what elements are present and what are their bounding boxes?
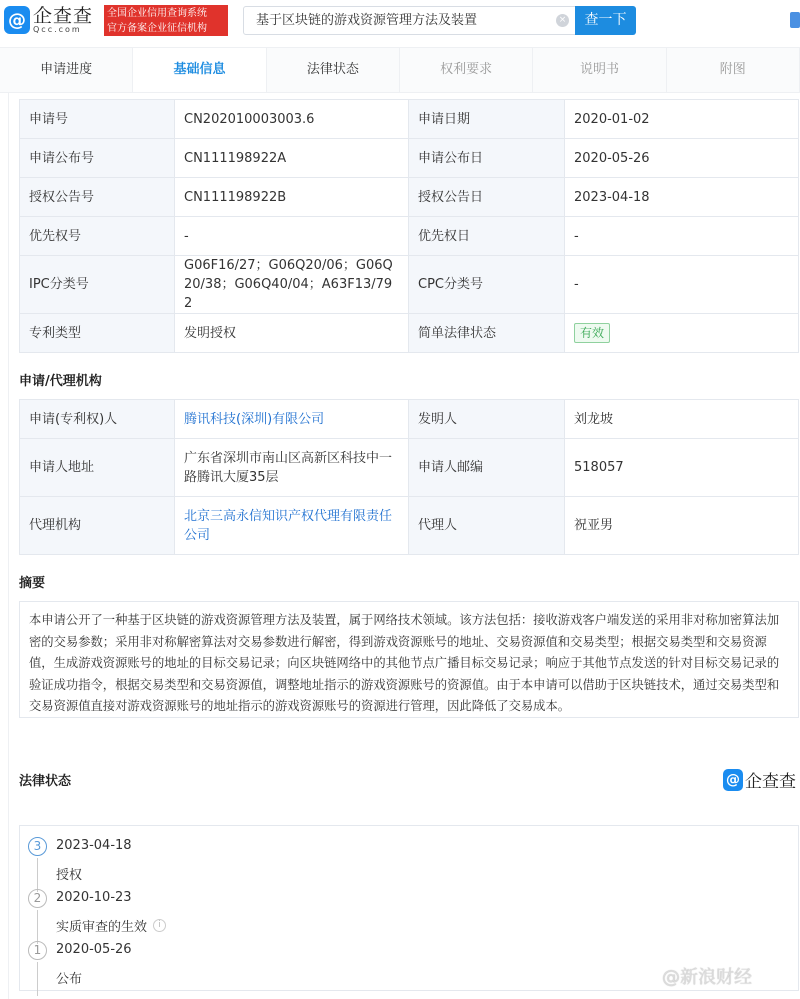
weibo-watermark: @新浪财经: [662, 967, 752, 988]
value: 广东省深圳市南山区高新区科技中一路腾讯大厦35层: [175, 439, 409, 497]
tab-bar: [0, 47, 800, 93]
table-row: [20, 400, 799, 439]
event-date: 2020-10-23: [56, 890, 132, 905]
logo-name: 企查查: [33, 4, 94, 27]
qcc-brand: [723, 767, 796, 792]
label: 授权公告日: [409, 178, 565, 217]
qcc-logo[interactable]: [4, 6, 93, 34]
value: G06F16/27；G06Q20/06；G06Q20/38；G06Q40/04；A63F13/792: [175, 256, 409, 314]
section-title-agency: 申请/代理机构: [19, 374, 102, 389]
value: 518057: [565, 439, 799, 497]
search-button[interactable]: 查一下: [575, 6, 636, 35]
label: 发明人: [409, 400, 565, 439]
tab-claims[interactable]: 权利要求: [400, 48, 533, 92]
agency-table: [19, 399, 799, 555]
label: IPC分类号: [20, 256, 175, 314]
event-desc: 授权: [56, 868, 83, 883]
label: 优先权日: [409, 217, 565, 256]
table-row: [20, 139, 799, 178]
value: 发明授权: [175, 314, 409, 353]
label: 简单法律状态: [409, 314, 565, 353]
top-bar: [0, 0, 800, 44]
qcc-logo-icon: @: [4, 6, 30, 34]
search-input[interactable]: [243, 6, 576, 35]
tab-basic-info[interactable]: 基础信息: [133, 48, 266, 92]
label: 申请公布日: [409, 139, 565, 178]
event-desc: 公布: [56, 972, 83, 987]
table-row: [20, 314, 799, 353]
table-row: [20, 439, 799, 497]
section-title-abstract: 摘要: [19, 576, 46, 591]
label: 申请人地址: [20, 439, 175, 497]
label: 代理机构: [20, 497, 175, 555]
tab-drawings[interactable]: 附图: [667, 48, 800, 92]
step-number-icon: 2: [28, 889, 47, 908]
label: 授权公告号: [20, 178, 175, 217]
logo-domain: Qcc.com: [33, 24, 82, 34]
info-icon[interactable]: i: [153, 919, 166, 932]
value: 刘龙坡: [565, 400, 799, 439]
event-desc: [56, 916, 166, 935]
timeline-line: [37, 910, 38, 944]
value: -: [565, 217, 799, 256]
event-date: 2020-05-26: [56, 942, 132, 957]
status-badge: 有效: [574, 323, 610, 343]
applicant-link[interactable]: 腾讯科技(深圳)有限公司: [175, 400, 409, 439]
event-date: 2023-04-18: [56, 838, 132, 853]
label: 优先权号: [20, 217, 175, 256]
tab-legal-status[interactable]: 法律状态: [267, 48, 400, 92]
step-number-icon: 1: [28, 941, 47, 960]
value: 2020-01-02: [565, 100, 799, 139]
table-row: [20, 497, 799, 555]
event-desc-text: 实质审查的生效: [56, 920, 148, 935]
search-value: 基于区块链的游戏资源管理方法及装置: [256, 13, 478, 28]
brand-name: 企查查: [745, 772, 796, 792]
label: 申请人邮编: [409, 439, 565, 497]
label: 专利类型: [20, 314, 175, 353]
value: 祝亚男: [565, 497, 799, 555]
agency-link[interactable]: 北京三高永信知识产权代理有限责任公司: [175, 497, 409, 555]
badge-line2: 官方备案企业征信机构: [107, 23, 207, 34]
value: 2023-04-18: [565, 178, 799, 217]
table-row: [20, 217, 799, 256]
clear-icon[interactable]: ×: [556, 14, 569, 27]
qcc-logo-icon: @: [723, 769, 743, 791]
badge-line1: 全国企业信用查询系统: [107, 8, 207, 19]
basic-info-table: [19, 99, 799, 353]
value: CN111198922A: [175, 139, 409, 178]
value: CN111198922B: [175, 178, 409, 217]
table-row: [20, 178, 799, 217]
label: 申请(专利权)人: [20, 400, 175, 439]
app-grid-icon[interactable]: [790, 12, 800, 28]
step-number-icon: 3: [28, 837, 47, 856]
label: 申请日期: [409, 100, 565, 139]
label: 申请号: [20, 100, 175, 139]
credit-badge: [104, 5, 228, 36]
table-row: [20, 100, 799, 139]
tab-progress[interactable]: 申请进度: [0, 48, 133, 92]
tab-description[interactable]: 说明书: [533, 48, 666, 92]
content-area: [8, 93, 800, 999]
label: 代理人: [409, 497, 565, 555]
abstract-text: 本申请公开了一种基于区块链的游戏资源管理方法及装置，属于网络技术领域。该方法包括：接收游戏客户端发送的采用非对称加密算法加密的交易参数；采用非对称解密算法对交易参数进行解密，得到游戏资源账号的地址、交易资源值和交易类型；根据交易类型和交易资源值，生成游戏资源账号的地址的目标交易记录；向区块链网络中的其他节点广播目标交易记录；响应于其他节点发送的针对目标交易记录的验证成功指令，根据交易类型和交易资源值，调整地址指示的游戏资源账号的资源值。由于本申请可以借助于区块链技术，通过交易类型和交易资源值直接对游戏资源账号的地址指示的游戏资源账号的资源进行管理，因此降低了交易成本。: [19, 601, 799, 718]
table-row: [20, 256, 799, 314]
value: -: [175, 217, 409, 256]
section-title-legal: 法律状态: [19, 774, 72, 789]
value: -: [565, 256, 799, 314]
timeline-line: [37, 962, 38, 996]
value: CN202010003003.6: [175, 100, 409, 139]
label: CPC分类号: [409, 256, 565, 314]
label: 申请公布号: [20, 139, 175, 178]
timeline-line: [37, 858, 38, 892]
value: 2020-05-26: [565, 139, 799, 178]
